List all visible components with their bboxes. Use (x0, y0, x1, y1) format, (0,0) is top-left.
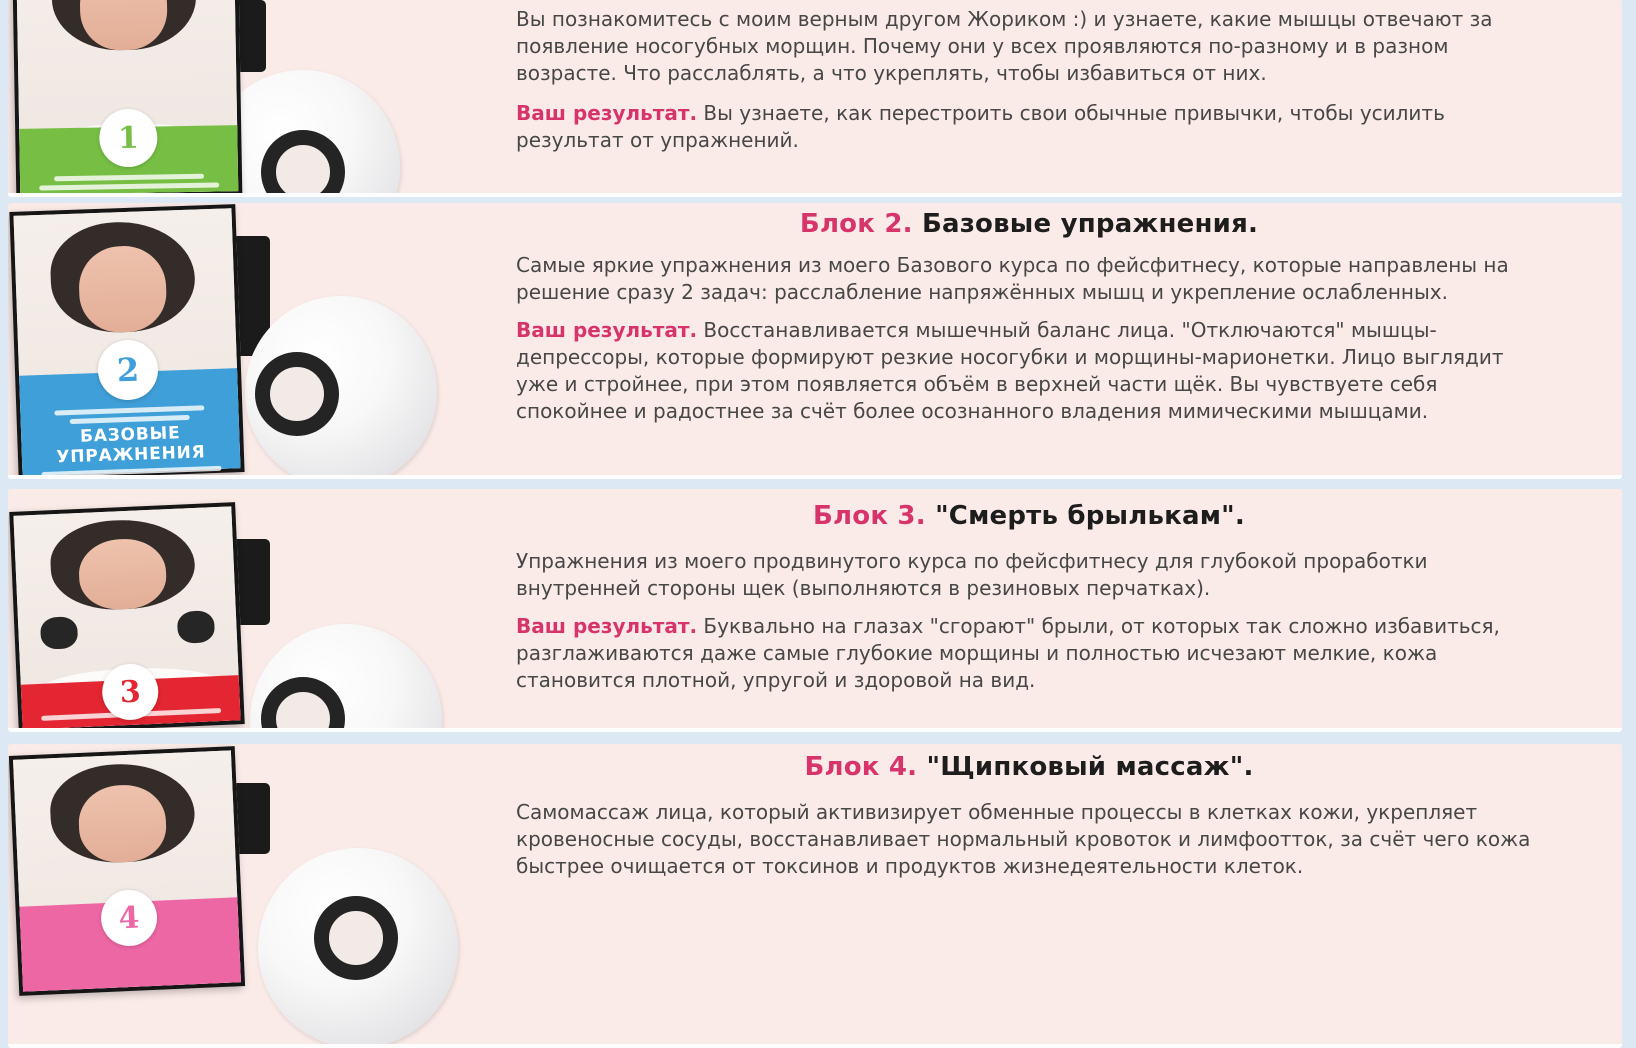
block-content (508, 0, 1622, 154)
cover-number-badge (97, 339, 159, 401)
dvd-cover (8, 0, 508, 193)
block-heading-number: Блок 2. (799, 209, 913, 239)
block-heading (516, 501, 1542, 532)
cover-title: БАЗОВЫЕ УПРАЖНЕНИЯ (56, 423, 206, 468)
dvd-cover (8, 489, 508, 728)
course-block-3 (8, 489, 1622, 732)
block-heading-title: Базовые упражнения. (921, 209, 1259, 239)
block-result (516, 613, 1542, 694)
course-block-4 (8, 744, 1622, 1048)
dvd-disc (258, 848, 458, 1048)
block-content (508, 744, 1622, 880)
result-text: Восстанавливается мышечный баланс лица. "Отключаются" мышцы-депрессоры, которые формируют резкие носогубки и морщины-марионетки. Лицо выглядит уже и стройнее, при этом появляется объём в верхней части щёк. Вы чувствуете себя спокойнее и радостнее за счёт более осознанного владения мимическими мышцами. (516, 318, 1504, 423)
block-intro-text: Самые яркие упражнения из моего Базового курса по фейсфитнесу, которые направлены на решение сразу 2 задач: расслабление напряжённых мышц и укрепление ослабленных. (516, 253, 1509, 304)
block-content (508, 489, 1622, 694)
disc-hub (314, 896, 398, 980)
disc-hub (255, 352, 339, 436)
photo-face (78, 244, 168, 333)
cover-band (19, 897, 241, 991)
dvd-disc (250, 624, 442, 732)
dvd-cover (8, 744, 508, 1044)
dvd-disc (245, 296, 437, 479)
block-result (516, 100, 1542, 154)
dvd-case (9, 502, 244, 732)
block-intro-text: Вы познакомитесь с моим верным другом Жориком :) и узнаете, какие мышцы отвечают за появление носогубных морщин. Почему они у всех проявляются по-разному и в разном возрасте. Что расслаблять, а что укреплять, чтобы избавиться от них. (516, 7, 1493, 85)
cover-number: 3 (119, 673, 142, 710)
block-heading-title: "Смерть брылькам". (935, 501, 1245, 531)
block-heading-number: Блок 4. (804, 752, 918, 782)
cover-fineprint-line (54, 174, 204, 182)
cover-number: 1 (117, 120, 140, 156)
dvd-cover (8, 203, 508, 475)
result-label: Ваш результат. (516, 101, 698, 125)
cover-fineprint-line (54, 405, 204, 415)
result-label: Ваш результат. (516, 614, 698, 638)
dvd-case (9, 204, 244, 479)
block-intro-text: Упражнения из моего продвинутого курса по фейсфитнесу для глубокой проработки внутренней стороны щек (выполняются в резиновых перчатках). (516, 549, 1428, 600)
block-heading-title: "Щипковый массаж". (926, 752, 1254, 782)
dvd-case (12, 0, 243, 197)
cover-band (19, 120, 238, 195)
cover-number: 4 (117, 900, 141, 936)
cover-band (19, 350, 240, 476)
result-label: Ваш результат. (516, 318, 698, 342)
block-heading (516, 209, 1542, 240)
result-text: Буквально на глазах "сгорают" брыли, от которых так сложно избавиться, разглаживаются даже самые глубокие морщины и полностью исчезают мелкие, кожа становится плотной, упругой и здоровой на вид. (516, 614, 1500, 692)
course-block-1 (8, 0, 1622, 197)
disc-hub (261, 677, 345, 732)
cover-fineprint-line (39, 182, 219, 190)
photo-face (78, 783, 168, 863)
cover-fineprint-line (41, 466, 221, 477)
block-content (508, 203, 1622, 425)
dvd-case (9, 746, 245, 996)
course-block-2 (8, 203, 1622, 479)
cover-number-badge (99, 108, 158, 167)
block-heading (516, 752, 1542, 783)
cover-number: 2 (116, 350, 140, 390)
block-heading-number: Блок 3. (813, 501, 926, 531)
block-result (516, 317, 1542, 425)
cover-band (21, 675, 241, 729)
photo-glove-right (177, 610, 215, 644)
photo-glove-left (40, 616, 78, 650)
disc-hub (261, 130, 345, 197)
result-text: Вы узнаете, как перестроить свои обычные привычки, чтобы усилить результат от упражнений. (516, 101, 1445, 152)
block-intro-text: Самомассаж лица, который активизирует обменные процессы в клетках кожи, укрепляет кровеносные сосуды, восстанавливает нормальный кровоток и лимфоотток, за счёт чего кожа быстрее очищается от токсинов и продуктов жизнедеятельности клеток. (516, 800, 1531, 878)
